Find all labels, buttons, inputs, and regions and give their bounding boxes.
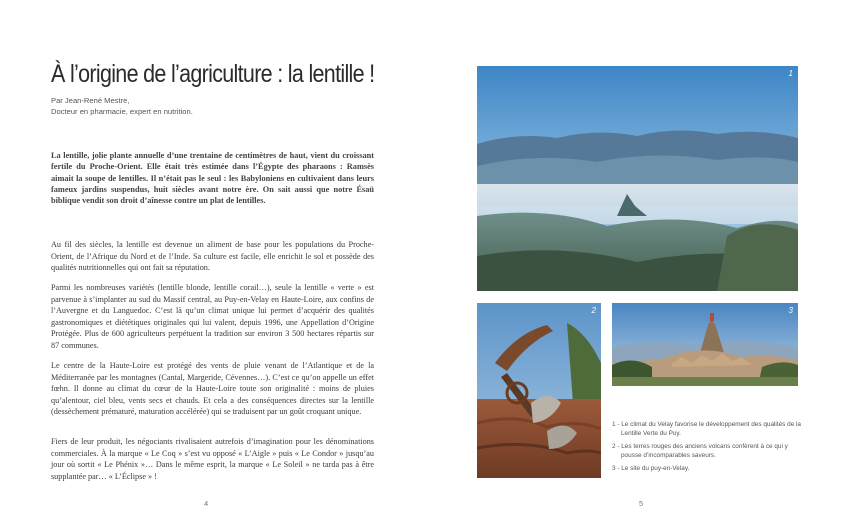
caption-2: 2 - Les terres rouges des anciens volcans confèrent à ce qui y pousse d’incomparables saveurs. <box>612 443 788 459</box>
photo-number-1: 1 <box>788 69 793 78</box>
page-number-left: 4 <box>204 499 209 508</box>
photo-number-2: 2 <box>591 306 596 315</box>
body-paragraph-1: Au fil des siècles, la lentille est devenue un aliment de base pour les populations du Proche-Orient, de l’Afrique du Nord et de l’Inde. Sa culture est facile, elle enrichit le sol et possède des qualités nutritionnelles qui ont fait sa réputation. <box>51 240 374 273</box>
right-page <box>425 0 850 531</box>
author-role: Docteur en pharmacie, expert en nutrition. <box>51 107 193 116</box>
page-number-right: 5 <box>639 499 644 508</box>
town-photo-icon <box>612 303 798 386</box>
town-photo <box>612 303 798 386</box>
photo-number-3: 3 <box>788 306 793 315</box>
article-title: À l’origine de l’agriculture : la lentille ! <box>51 60 375 88</box>
plough-photo <box>477 303 601 478</box>
caption-1: 1 - Le climat du Velay favorise le développement des qualités de la Lentille Verte du Puy. <box>612 421 801 437</box>
photo-captions <box>612 421 802 479</box>
body-paragraph-3: Le centre de la Haute-Loire est protégé des vents de pluie venant de l’Atlantique et de la Méditerranée par les montagnes (Cantal, Margeride, Cévennes…). C’est ce qu’on appelle un effet fœhn. Il donne au climat du cœur de la Haute-Loire toute son originalité : moins de pluies qu’alentour, ciel bleu, vents secs et chauds. Et cela a des conséquences directes sur la lentille (dessèchement prématuré, maturation accélérée) qui se traduisent par un goût croquant unique. <box>51 361 374 417</box>
author-name: Par Jean-René Mestre, <box>51 96 130 105</box>
plough-photo-icon <box>477 303 601 478</box>
landscape-photo <box>477 66 798 291</box>
landscape-photo-icon <box>477 66 798 291</box>
body-paragraph-2: Parmi les nombreuses variétés (lentille blonde, lentille corail…), seule la lentille « verte » est parvenue à s’implanter au sud du Massif central, au Puy-en-Velay en Haute-Loire, aux confins de l’Auvergne et du Languedoc. C’est là qu’un climat unique lui permet d’acquérir des qualités gastronomiques et diététiques originales qui lui valent, depuis 1996, une Appellation d’Origine Protégée. Plus de 600 agriculteurs perpétuent la tradition sur environ 3 500 hectares répartis sur 87 communes. <box>51 283 374 350</box>
body-paragraph-4: Fiers de leur produit, les négociants rivalisaient autrefois d’imagination pour les dénominations commerciales. À la marque « Le Coq » s’est vu opposé « L’Aigle » puis « Le Condor » jusqu’au jour où sortit « Le Phénix »… Dans le même esprit, la marque « Le Soleil » ne tarda pas à être supplantée par… « L’Éclipse » ! <box>51 437 374 481</box>
caption-3: 3 - Le site du puy-en-Velay. <box>612 465 690 473</box>
byline <box>51 95 351 117</box>
intro-paragraph: La lentille, jolie plante annuelle d’une trentaine de centimètres de haut, vient du croissant fertile du Proche-Orient. Elle était très estimée dans l’Égypte des pharaons : Ramsès aimait la soupe de lentilles. Il n’était pas le seul : les Babyloniens en cultivaient dans leurs fameux jardins suspendus, huit siècles avant notre ère. On sait aussi que notre Ésaü biblique vendit son droit d’aînesse contre un plat de lentilles. <box>51 151 374 206</box>
